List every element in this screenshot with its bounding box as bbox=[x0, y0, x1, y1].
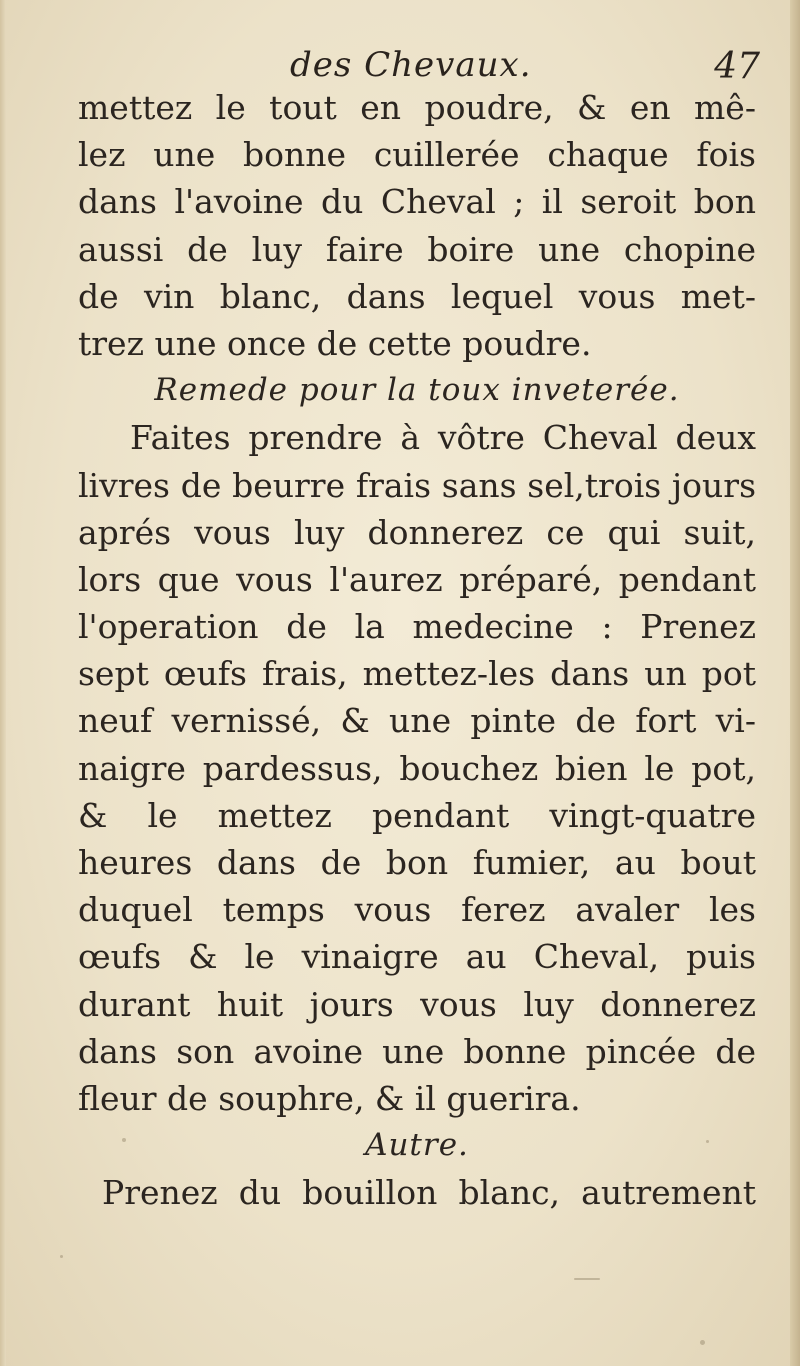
text-line: duquel temps vous ferez avaler les bbox=[78, 890, 756, 930]
text-line: aussi de luy faire boire une chopine bbox=[78, 229, 756, 269]
text-line: aprés vous luy donnerez ce qui suit, bbox=[78, 512, 756, 552]
paper-speck bbox=[60, 1255, 63, 1258]
text-line: lez une bonne cuillerée chaque fois bbox=[78, 135, 756, 175]
text-line: l'operation de la medecine : Prenez bbox=[78, 607, 756, 647]
text-line: Prenez du bouillon blanc, autrement bbox=[102, 1173, 756, 1213]
paper-speck bbox=[700, 1340, 705, 1345]
text-line: fleur de souphre, & il guerira. bbox=[78, 1078, 581, 1118]
text-line: sept œufs frais, mettez-les dans un pot bbox=[78, 654, 756, 694]
text-line: de vin blanc, dans lequel vous met- bbox=[78, 276, 756, 316]
text-line: mettez le tout en poudre, & en mê- bbox=[78, 88, 756, 127]
text-line: trez une once de cette poudre. bbox=[78, 323, 592, 363]
text-line: livres de beurre frais sans sel,trois jours bbox=[78, 465, 756, 505]
text-line: naigre pardessus, bouchez bien le pot, bbox=[78, 748, 756, 788]
text-line: dans son avoine une bonne pincée de bbox=[78, 1031, 756, 1071]
paper-speck bbox=[706, 1140, 709, 1143]
body-text bbox=[78, 84, 756, 1217]
section-heading: Autre. bbox=[365, 1127, 469, 1164]
text-line: œufs & le vinaigre au Cheval, puis bbox=[78, 937, 756, 977]
text-line: heures dans de bon fumier, au bout bbox=[78, 843, 756, 882]
page-right-edge bbox=[790, 0, 800, 1366]
running-title: des Chevaux. bbox=[290, 45, 532, 85]
text-line: durant huit jours vous luy donnerez bbox=[78, 984, 756, 1024]
text-line: dans l'avoine du Cheval ; il seroit bon bbox=[78, 182, 756, 222]
text-line: neuf vernissé, & une pinte de fort vi- bbox=[78, 701, 756, 741]
paper-speck bbox=[122, 1138, 126, 1142]
text-line: lors que vous l'aurez préparé, pendant bbox=[78, 559, 756, 599]
running-head bbox=[80, 40, 760, 90]
section-heading: Remede pour la toux inveterée. bbox=[154, 372, 680, 409]
page-left-edge bbox=[0, 0, 6, 1366]
text-line: Faites prendre à vôtre Cheval deux bbox=[130, 418, 756, 458]
paper-speck bbox=[574, 1278, 600, 1280]
text-line: & le mettez pendant vingt-quatre bbox=[78, 795, 756, 835]
page-number: 47 bbox=[714, 46, 760, 87]
